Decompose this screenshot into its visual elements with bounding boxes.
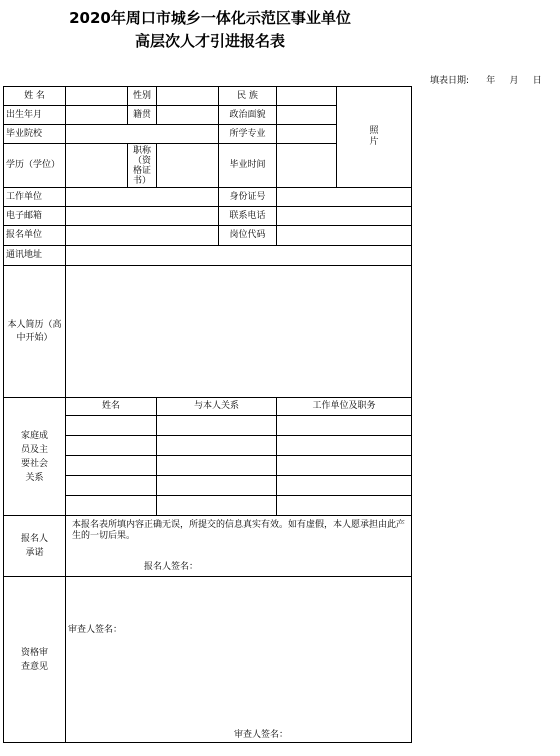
graduate-school-label: 毕业院校: [4, 125, 66, 144]
family-relation-cell[interactable]: [157, 416, 277, 436]
family-row: [4, 436, 412, 456]
reviewer-sign-top: 审查人签名：: [68, 625, 123, 635]
family-row: [4, 496, 412, 516]
family-name-cell[interactable]: [66, 416, 157, 436]
gender-field[interactable]: [157, 87, 219, 106]
graduation-time-label: 毕业时间: [219, 144, 277, 188]
major-label: 所学专业: [219, 125, 277, 144]
applicant-sign-label: 报名人签名：: [144, 562, 199, 572]
promise-label: 报名人承诺: [4, 516, 66, 577]
family-label: 家庭成员及主要社会关系: [4, 398, 66, 516]
major-field[interactable]: [277, 125, 337, 144]
ethnicity-label: 民 族: [219, 87, 277, 106]
family-name-cell[interactable]: [66, 496, 157, 516]
address-label: 通讯地址: [4, 246, 66, 266]
family-relation-cell[interactable]: [157, 456, 277, 476]
form-title-line1: 2020年周口市城乡一体化示范区事业单位: [69, 9, 351, 27]
phone-field[interactable]: [277, 207, 412, 226]
photo-box[interactable]: 照 片: [337, 87, 412, 188]
family-work-cell[interactable]: [277, 416, 412, 436]
position-code-field[interactable]: [277, 226, 412, 246]
apply-unit-field[interactable]: [66, 226, 219, 246]
family-name-cell[interactable]: [66, 476, 157, 496]
name-field[interactable]: [66, 87, 128, 106]
political-status-field[interactable]: [277, 106, 337, 125]
fill-date-label: 填表日期: 年 月 日: [430, 76, 542, 86]
education-label: 学历（学位）: [4, 144, 66, 188]
family-work-cell[interactable]: [277, 476, 412, 496]
work-unit-label: 工作单位: [4, 188, 66, 207]
review-label: 资格审查意见: [4, 577, 66, 743]
review-cell[interactable]: [66, 577, 412, 743]
email-field[interactable]: [66, 207, 219, 226]
political-status-label: 政治面貌: [219, 106, 277, 125]
promise-text: 本报名表所填内容正确无误，所提交的信息真实有效。如有虚假，本人愿承担由此产生的一切后果。: [72, 520, 406, 541]
registration-form-table: [3, 86, 412, 743]
form-title-line2: 高层次人才引进报名表: [134, 32, 285, 50]
ethnicity-field[interactable]: [277, 87, 337, 106]
family-header-relation: 与本人关系: [157, 398, 277, 416]
promise-cell: [66, 516, 412, 577]
graduate-school-field[interactable]: [66, 125, 219, 144]
family-name-cell[interactable]: [66, 456, 157, 476]
family-header-work: 工作单位及职务: [277, 398, 412, 416]
title-cert-field[interactable]: [157, 144, 219, 188]
family-relation-cell[interactable]: [157, 436, 277, 456]
birth-field[interactable]: [66, 106, 128, 125]
family-row: [4, 416, 412, 436]
family-row: [4, 476, 412, 496]
birth-label: 出生年月: [4, 106, 66, 125]
gender-label: 性别: [128, 87, 157, 106]
id-number-field[interactable]: [277, 188, 412, 207]
position-code-label: 岗位代码: [219, 226, 277, 246]
family-work-cell[interactable]: [277, 456, 412, 476]
family-relation-cell[interactable]: [157, 476, 277, 496]
native-place-field[interactable]: [157, 106, 219, 125]
phone-label: 联系电话: [219, 207, 277, 226]
email-label: 电子邮箱: [4, 207, 66, 226]
reviewer-sign-bottom: 审查人签名：: [234, 730, 289, 740]
id-number-label: 身份证号: [219, 188, 277, 207]
family-row: [4, 456, 412, 476]
work-unit-field[interactable]: [66, 188, 219, 207]
family-header-name: 姓名: [66, 398, 157, 416]
apply-unit-label: 报名单位: [4, 226, 66, 246]
title-cert-label: 职称（资格证书）: [128, 144, 157, 188]
family-work-cell[interactable]: [277, 436, 412, 456]
education-field[interactable]: [66, 144, 128, 188]
name-label: 姓 名: [4, 87, 66, 106]
family-name-cell[interactable]: [66, 436, 157, 456]
address-field[interactable]: [66, 246, 412, 266]
family-relation-cell[interactable]: [157, 496, 277, 516]
resume-field[interactable]: [66, 266, 412, 398]
native-place-label: 籍贯: [128, 106, 157, 125]
graduation-time-field[interactable]: [277, 144, 337, 188]
resume-label: 本人简历（高中开始）: [4, 266, 66, 398]
family-work-cell[interactable]: [277, 496, 412, 516]
